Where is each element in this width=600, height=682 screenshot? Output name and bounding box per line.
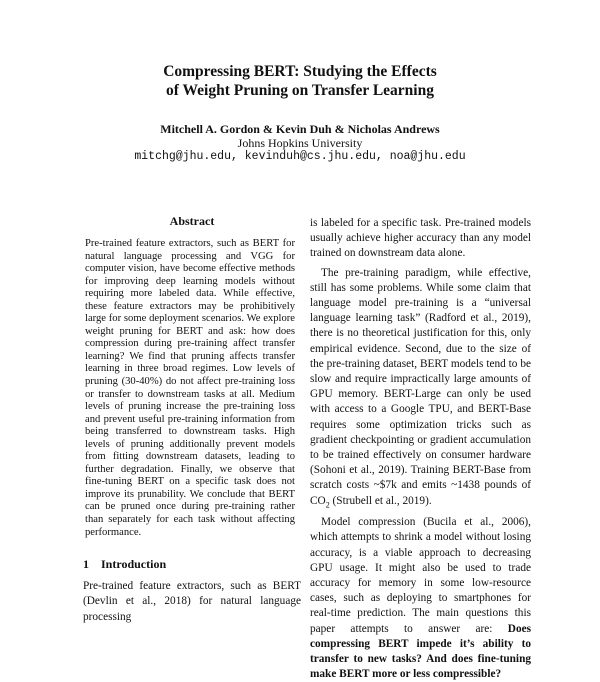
right-paragraph-2 — [310, 266, 531, 513]
title-line-2: of Weight Pruning on Transfer Learning — [166, 82, 434, 99]
research-question-1: Does compressing BERT impede it’s ability to transfer to new tasks? — [310, 622, 531, 665]
title-line-1: Compressing BERT: Studying the Effects — [163, 63, 437, 80]
paper-title — [0, 62, 600, 100]
author-emails: mitchg@jhu.edu, kevinduh@cs.jhu.edu, noa@jhu.edu — [134, 150, 466, 163]
abstract-text: Pre-trained feature extractors, such as BERT for natural language processing and VGG for computer vision, have become effective methods for improving deep learning models without requiring more labeled data. While effective, these feature extractors may be prohibitively large for some deployment scenarios. We explore weight pruning for BERT and ask: how does compression during pre-training affect transfer learning? We find that pruning affects transfer learning in three broad regimes. Low levels of pruning (30-40%) do not affect pre-training loss or transfer to downstream tasks at all. Medium levels of pruning increase the pre-training loss and prevent useful pre-training information from being transferred to downstream tasks. High levels of pruning additionally prevent models from fitting downstream datasets, leading to further degradation. Finally, we observe that fine-tuning BERT on a specific task does not improve its prunability. We conclude that BERT can be pruned once during pre-training rather than separately for each task without affecting performance. — [85, 238, 295, 538]
right-paragraph-3-text: Model compression (Bucila et al., 2006), which attempts to shrink a model without losing accuracy, is a viable approach to decreasing GPU usage. It might also be used to trade accuracy for memory in some low-resource cases, such as deploying to smartphones for real-time prediction. The main questions this paper attempts to answer are: — [310, 516, 531, 635]
author-names: Mitchell A. Gordon & Kevin Duh & Nicholas Andrews — [160, 122, 440, 136]
section-heading — [83, 557, 301, 572]
right-paragraph-1: is labeled for a specific task. Pre-trained models usually achieve higher accuracy than any model trained on downstream data alone. — [310, 217, 531, 260]
right-paragraph-2-text: The pre-training paradigm, while effective, still has some problems. While some claim that language model pre-training is a “universal language learning task” (Radford et al., 2019), there is no theoretical justification for this, only empirical evidence. Second, due to the size of the pre-training dataset, BERT models tend to be slow and require impractically large amounts of GPU memory. BERT-Large can only be used with access to a Google TPU, and BERT-Base requires some optimization tricks such as gradient checkpointing or gradient accumulation to be trained effectively on consumer hardware (Sohoni et al., 2019). Training BERT-Base from scratch costs ~$7k and emits ~1438 pounds of CO — [310, 266, 531, 507]
abstract-heading: Abstract — [169, 214, 215, 228]
co2-subscript: 2 — [325, 499, 330, 509]
section-title: Introduction — [101, 557, 167, 572]
section-number: 1 — [83, 557, 89, 572]
right-paragraph-2-tail: (Strubell et al., 2019). — [329, 494, 432, 507]
right-column — [310, 216, 531, 682]
author-block — [0, 122, 600, 164]
research-question-2: does fine-tuning make BERT more or less compressible? — [310, 652, 531, 681]
right-paragraph-3 — [310, 515, 531, 682]
question-connector: And — [421, 652, 452, 665]
intro-paragraph: Pre-trained feature extractors, such as BERT (Devlin et al., 2018) for natural language processing — [83, 580, 301, 623]
affiliation: Johns Hopkins University — [237, 136, 363, 150]
left-column — [83, 214, 301, 625]
